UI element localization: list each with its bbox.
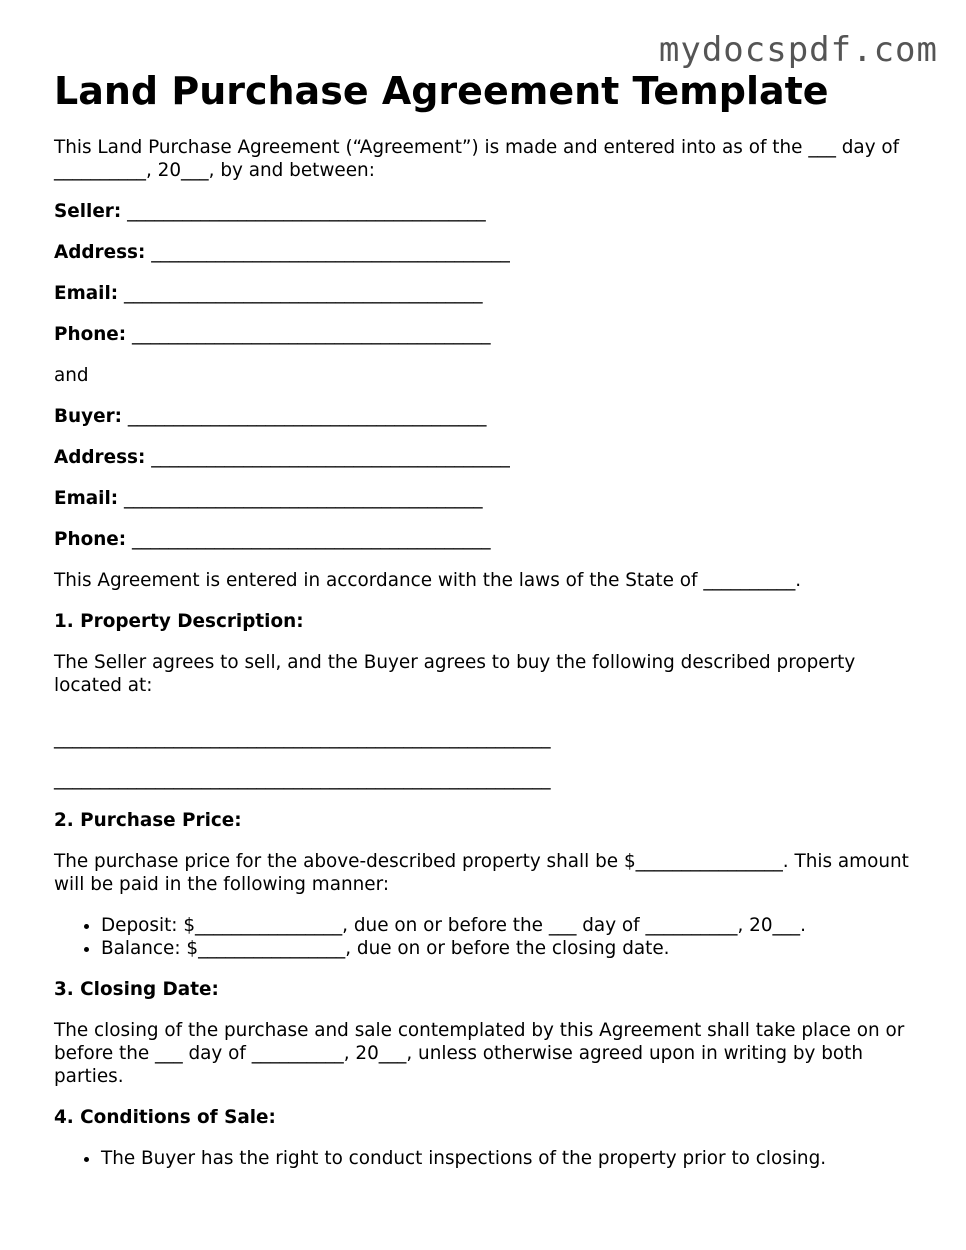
document-page (54, 68, 914, 1170)
seller-fields (54, 200, 914, 346)
field-label: Buyer: (54, 406, 122, 427)
section-title-property: 1. Property Description: (54, 611, 304, 632)
seller-name-field (54, 200, 914, 223)
buyer-phone-field (54, 528, 914, 551)
list-item: • Balance: $________________, due on or before the closing date. (101, 937, 914, 960)
buyer-email-field (54, 487, 914, 510)
property-blank-line: ______________________________________________________ (54, 769, 551, 790)
field-blank: _______________________________________ (123, 488, 483, 509)
section-title-conditions: 4. Conditions of Sale: (54, 1107, 276, 1128)
field-blank: _______________________________________ (151, 242, 510, 263)
and-text: and (54, 365, 89, 386)
list-item: • The Buyer has the right to conduct inspections of the property prior to closing. (101, 1147, 914, 1170)
seller-address-field (54, 241, 914, 264)
field-label: Email: (54, 283, 119, 304)
field-label: Phone: (54, 529, 127, 550)
property-blank-line: ______________________________________________________ (54, 728, 551, 749)
field-label: Address: (54, 447, 146, 468)
intro-paragraph: This Land Purchase Agreement (“Agreement”) is made and entered into as of the ___ day of __________, 20___, by and between: (54, 137, 906, 181)
field-label: Seller: (54, 201, 122, 222)
section-title-price: 2. Purchase Price: (54, 810, 242, 831)
price-paragraph: The purchase price for the above-described property shall be $________________. This amount will be paid in the following manner: (54, 851, 915, 895)
watermark: mydocspdf.com (658, 30, 938, 70)
governing-law-paragraph: This Agreement is entered in accordance with the laws of the State of __________. (54, 570, 802, 591)
property-paragraph: The Seller agrees to sell, and the Buyer agrees to buy the following described property located at: (54, 652, 862, 696)
field-blank: _______________________________________ (127, 201, 486, 222)
buyer-fields (54, 405, 914, 551)
field-blank: _______________________________________ (151, 447, 510, 468)
seller-email-field (54, 282, 914, 305)
field-blank: _______________________________________ (132, 324, 491, 345)
section-title-closing: 3. Closing Date: (54, 979, 219, 1000)
seller-phone-field (54, 323, 914, 346)
conditions-list (54, 1147, 914, 1170)
field-label: Phone: (54, 324, 127, 345)
field-blank: _______________________________________ (132, 529, 491, 550)
payment-list (54, 914, 914, 960)
field-blank: _______________________________________ (127, 406, 487, 427)
field-label: Email: (54, 488, 119, 509)
closing-paragraph: The closing of the purchase and sale contemplated by this Agreement shall take place on or before the ___ day of __________, 20___, unless otherwise agreed upon in writing by both parties. (54, 1020, 911, 1087)
buyer-address-field (54, 446, 914, 469)
field-blank: _______________________________________ (123, 283, 483, 304)
document-title: Land Purchase Agreement Template (54, 69, 829, 113)
list-item: • Deposit: $________________, due on or before the ___ day of __________, 20___. (101, 914, 914, 937)
field-label: Address: (54, 242, 146, 263)
buyer-name-field (54, 405, 914, 428)
